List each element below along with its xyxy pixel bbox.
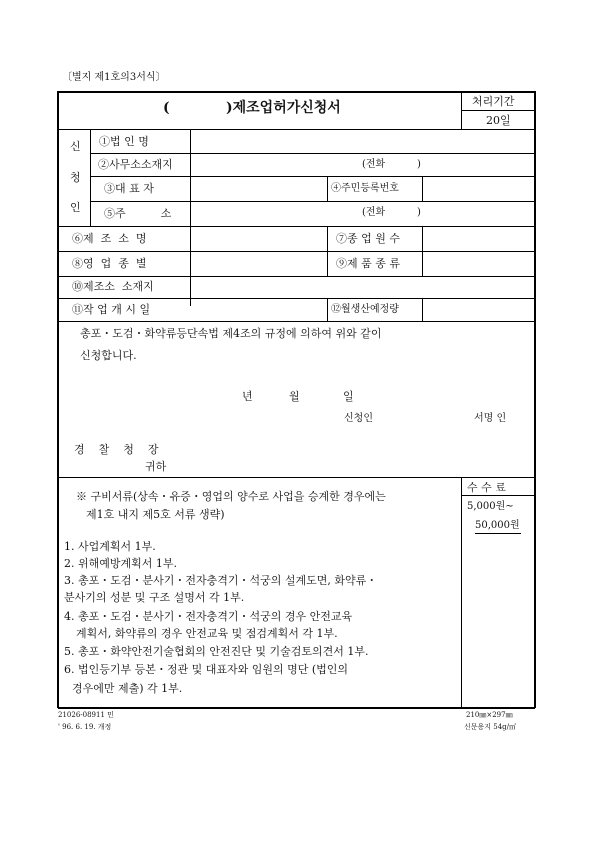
footer-paper-size: 210㎜×297㎜: [466, 711, 513, 719]
id-label-divider-right: [422, 176, 423, 201]
col-line: [327, 226, 328, 276]
date-day-label: 일: [343, 390, 354, 403]
statement-line-2: 신청합니다.: [80, 349, 137, 362]
applicant-group-char-3: 인: [70, 201, 81, 214]
fee-underline: [475, 533, 521, 534]
start-date-field[interactable]: [192, 300, 326, 319]
product-type-label: ⑨제 품 종 류: [336, 257, 400, 270]
row-line: [58, 298, 535, 299]
doc-item-4-cont: 계획서, 화약류의 경우 안전교육 및 점검계획서 각 1부.: [76, 627, 338, 640]
factory-name-field[interactable]: [192, 228, 326, 249]
employees-field[interactable]: [424, 228, 533, 249]
title-open-paren: (: [163, 100, 170, 116]
doc-item-6: 6. 법인등기부 등본・정관 및 대표자와 임원의 명단 (법인의: [64, 663, 349, 676]
label-value-divider: [190, 129, 191, 306]
form-number-label: 〔별지 제1호의3서식〕: [62, 72, 166, 83]
factory-location-field[interactable]: [192, 278, 533, 296]
address-label: ⑤주 소: [104, 207, 172, 220]
frame-left-border: [57, 91, 59, 708]
required-docs-note-1: ※ 구비서류(상속・유증・영업의 양수로 사업을 승계한 경우에는: [76, 490, 386, 503]
employees-label: ⑦종 업 원 수: [336, 232, 400, 245]
resident-number-label: ④주민등록번호: [331, 183, 399, 194]
date-year-label: 년: [242, 390, 253, 403]
fee-label: 수 수 료: [467, 481, 506, 494]
processing-period-value: 20일: [486, 114, 511, 127]
doc-item-2: 2. 위해예방계획서 1부.: [64, 557, 177, 570]
title-bottom-line: [58, 129, 535, 130]
required-docs-note-2: 제1호 내지 제5호 서류 생략): [86, 508, 225, 521]
id-label-divider-left: [327, 176, 328, 201]
frame-top-border: [58, 91, 535, 93]
monthly-output-label: ⑫월생산예정량: [331, 304, 399, 315]
row-line: [58, 251, 535, 252]
product-type-field[interactable]: [424, 253, 533, 274]
office-phone-label: (전화 ): [362, 159, 421, 170]
applicant-group-char-2: 청: [70, 171, 81, 184]
representative-label: ③대 표 자: [104, 182, 154, 195]
row-line: [58, 226, 535, 227]
section-divider: [58, 477, 535, 478]
date-month-label: 월: [289, 390, 300, 403]
start-date-label: ⑪작 업 개 시 일: [72, 303, 151, 316]
doc-item-4: 4. 총포・도검・분사기・전자충격기・석궁의 경우 안전교육: [64, 610, 353, 623]
sign-seal-label: 서명 인: [474, 413, 507, 424]
corp-name-label: ①법 인 명: [99, 135, 149, 148]
doc-item-6-cont: 경우에만 제출) 각 1부.: [72, 682, 183, 695]
frame-right-border: [534, 91, 536, 708]
fee-label-divider: [461, 495, 534, 496]
business-type-label: ⑧영 업 종 별: [72, 257, 147, 270]
frame-bottom-border: [58, 707, 535, 709]
doc-item-3: 3. 총포・도검・분사기・전자충격기・석궁의 설계도면, 화약류・: [64, 574, 378, 587]
col-line: [327, 298, 328, 321]
form-title: )제조업허가신청서: [226, 100, 341, 116]
corp-name-field[interactable]: [192, 131, 533, 151]
applicant-signature-label: 신청인: [344, 413, 373, 424]
applicant-group-char-1: 신: [70, 140, 81, 153]
monthly-output-field[interactable]: [424, 300, 533, 319]
col-line: [422, 226, 423, 276]
fee-max: 50,000원: [475, 520, 520, 531]
statement-line-1: 총포・도검・화약류등단속법 제4조의 규정에 의하여 위와 같이: [80, 327, 382, 340]
row-line: [90, 153, 535, 154]
fee-column-divider: [461, 477, 462, 707]
footer-form-code: 21026-08911 민: [58, 711, 114, 719]
addressee-label: 경 찰 청 장: [74, 443, 159, 456]
col-line: [422, 298, 423, 321]
doc-item-1: 1. 사업계획서 1부.: [64, 540, 156, 553]
address-phone-label: (전화 ): [362, 207, 421, 218]
representative-field[interactable]: [192, 178, 326, 199]
applicant-group-divider: [90, 129, 91, 226]
fee-min: 5,000원∼: [467, 501, 514, 512]
business-type-field[interactable]: [192, 253, 326, 274]
resident-number-field[interactable]: [424, 178, 533, 199]
row-line: [58, 321, 535, 322]
office-address-label: ②사무소소재지: [98, 158, 173, 171]
processing-divider: [461, 110, 534, 111]
row-line: [90, 201, 535, 202]
addressee-honorific: 귀하: [145, 460, 167, 473]
doc-item-3-cont: 분사기의 성분 및 구조 설명서 각 1부.: [64, 591, 245, 604]
factory-name-label: ⑥제 조 소 명: [72, 232, 147, 245]
footer-paper-type: 신문용지 54g/㎡: [464, 723, 517, 731]
row-line: [90, 176, 535, 177]
processing-period-label: 처리기간: [472, 95, 515, 108]
factory-location-label: ⑩제조소 소재지: [72, 280, 154, 293]
footer-revision: ' 96. 6. 19. 개정: [58, 723, 112, 731]
row-line: [58, 276, 535, 277]
doc-item-5: 5. 총포・화약안전기술협회의 안전진단 및 기술검토의견서 1부.: [64, 645, 369, 658]
